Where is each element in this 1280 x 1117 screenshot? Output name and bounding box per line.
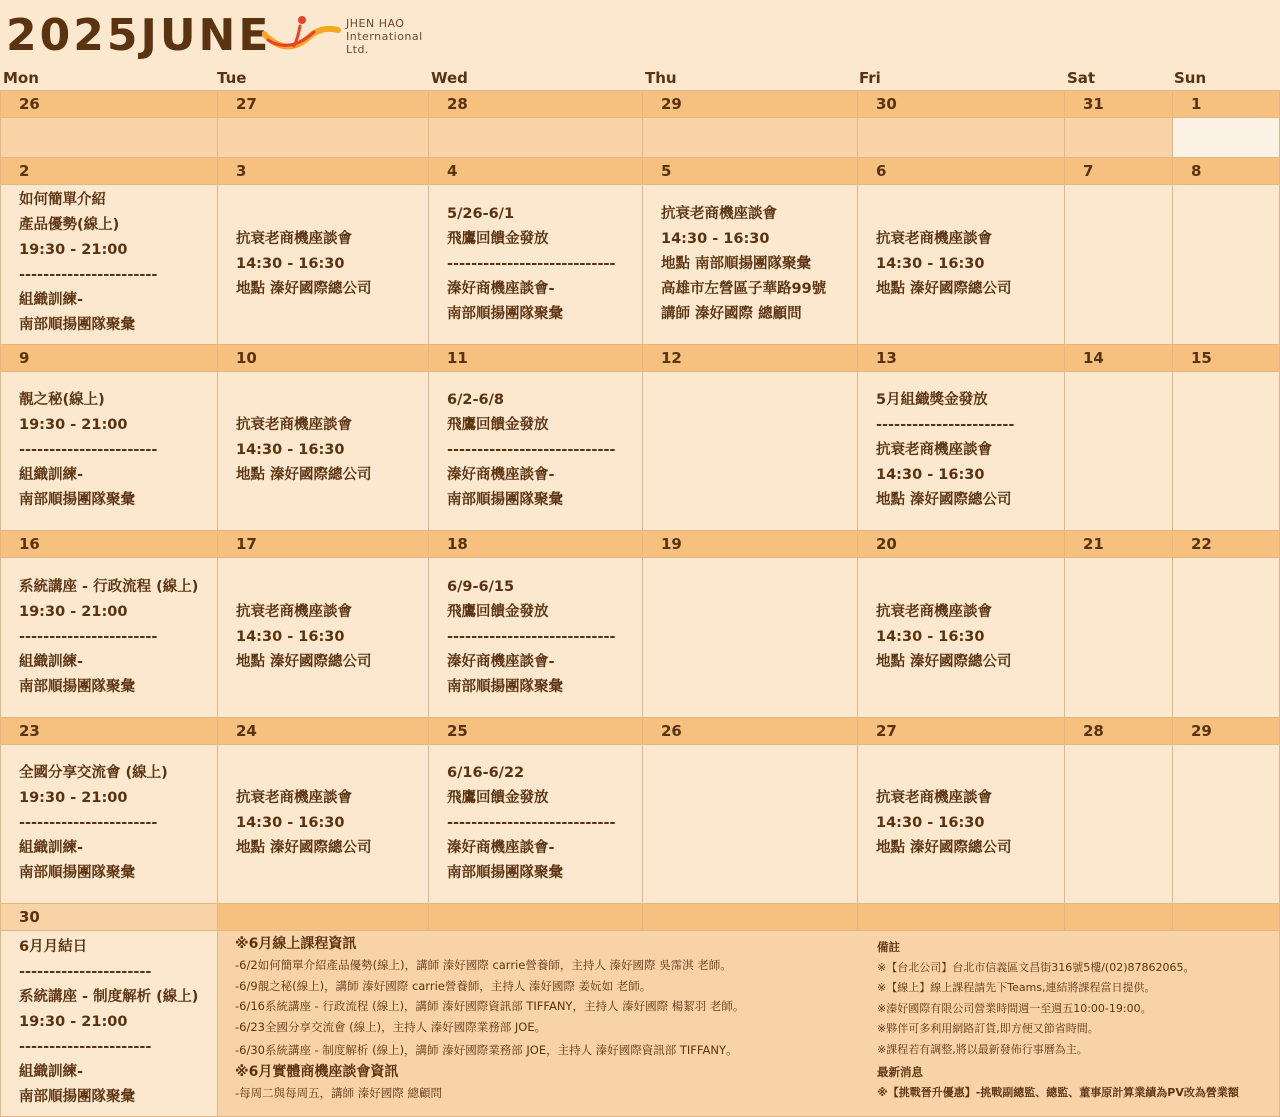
event-line: 抗衰老商機座談會 bbox=[661, 206, 777, 222]
date-number: 27 bbox=[236, 95, 257, 113]
calendar-header bbox=[0, 0, 1280, 68]
event-list bbox=[876, 227, 1060, 302]
note-line: ※溱好國際有限公司營業時間週一至週五10:00-19:00。 bbox=[877, 1001, 1152, 1015]
event-list bbox=[661, 202, 853, 327]
event-line: 5月組織獎金發放 bbox=[876, 392, 988, 408]
event-line: 地點 溱好國際總公司 bbox=[876, 492, 1012, 508]
calendar-grid bbox=[0, 90, 1280, 1117]
info-line: -6/2如何簡單介紹產品優勢(線上)，講師 溱好國際 carrie營養師，主持人 溱好國際 吳霈淇 老師。 bbox=[235, 958, 732, 972]
info-line: -6/23全國分享交流會 (線上)，主持人 溱好國際業務部 JOE。 bbox=[235, 1019, 547, 1034]
date-number: 3 bbox=[236, 162, 247, 180]
day-cell-jun-12 bbox=[642, 371, 858, 531]
date-cell bbox=[0, 157, 218, 185]
event-line: 抗衰老商機座談會 bbox=[876, 442, 992, 458]
date-cell bbox=[642, 157, 858, 185]
day-cell-jun-30 bbox=[0, 930, 218, 1117]
event-line: 溱好商機座談會- bbox=[447, 840, 555, 856]
date-number: 26 bbox=[661, 722, 682, 740]
day-cell-jun-26 bbox=[642, 744, 858, 904]
date-cell bbox=[857, 530, 1065, 558]
event-line: 5/26-6/1 bbox=[447, 206, 515, 222]
event-line: 溱好商機座談會- bbox=[447, 467, 555, 483]
event-line: ----------------------- bbox=[876, 417, 1015, 433]
weekday-mon: Mon bbox=[3, 69, 39, 87]
weekday-sat: Sat bbox=[1067, 69, 1096, 87]
day-cell-jun-22 bbox=[1172, 557, 1280, 718]
day-cell bbox=[428, 117, 643, 158]
event-line: 南部順揚團隊聚彙 bbox=[447, 492, 563, 508]
event-line: 產品優勢(線上) bbox=[19, 217, 120, 233]
day-cell-jun-8 bbox=[1172, 184, 1280, 345]
event-line: ---------------------------- bbox=[447, 442, 616, 458]
event-line: ---------------------------- bbox=[447, 629, 616, 645]
note-line: ※【台北公司】台北市信義區文昌街316號5樓/(02)87862065。 bbox=[877, 960, 1195, 974]
notes-heading: 備註 bbox=[877, 940, 900, 954]
event-line: 組織訓練- bbox=[19, 467, 84, 483]
date-cell bbox=[428, 903, 643, 931]
day-cell bbox=[0, 117, 218, 158]
event-line: ---------------------------- bbox=[447, 815, 616, 831]
date-cell bbox=[0, 903, 218, 931]
date-cell bbox=[642, 90, 858, 118]
info-line: -每周二與每周五，講師 溱好國際 總顧問 bbox=[235, 1085, 442, 1100]
date-number: 18 bbox=[447, 535, 468, 553]
in-person-heading: ※6月實體商機座談會資訊 bbox=[235, 1063, 399, 1080]
date-number: 6 bbox=[876, 162, 887, 180]
date-cell bbox=[857, 903, 1065, 931]
day-cell-jun-24 bbox=[217, 744, 429, 904]
day-cell-jun-13 bbox=[857, 371, 1065, 531]
date-number: 1 bbox=[1191, 95, 1202, 113]
event-line: 抗衰老商機座談會 bbox=[236, 417, 352, 433]
event-line: 地點 南部順揚團隊聚彙 bbox=[661, 256, 812, 272]
event-list bbox=[236, 413, 424, 488]
date-cell bbox=[1172, 530, 1280, 558]
event-line: 抗衰老商機座談會 bbox=[236, 790, 352, 806]
event-list bbox=[19, 575, 213, 700]
date-cell bbox=[642, 903, 858, 931]
date-cell bbox=[217, 903, 429, 931]
event-line: 6/2-6/8 bbox=[447, 392, 504, 408]
event-line: 抗衰老商機座談會 bbox=[236, 604, 352, 620]
event-list bbox=[447, 575, 638, 700]
date-number: 27 bbox=[876, 722, 897, 740]
date-cell bbox=[1064, 344, 1173, 372]
date-cell bbox=[1172, 344, 1280, 372]
event-list bbox=[236, 786, 424, 861]
date-cell bbox=[217, 90, 429, 118]
event-line: 南部順揚團隊聚彙 bbox=[19, 492, 135, 508]
note-line: ※【線上】線上課程請先下Teams,連結將課程當日提供。 bbox=[877, 981, 1156, 994]
event-line: 南部順揚團隊聚彙 bbox=[447, 306, 563, 322]
date-number: 11 bbox=[447, 349, 468, 367]
date-cell bbox=[217, 157, 429, 185]
date-number: 10 bbox=[236, 349, 257, 367]
company-name bbox=[346, 17, 423, 56]
info-line: -6/9靚之秘(線上)，講師 溱好國際 carrie營養師，主持人 溱好國際 姜妧如 老師。 bbox=[235, 978, 652, 993]
logo-line-3: Ltd. bbox=[346, 43, 369, 56]
date-cell bbox=[1172, 90, 1280, 118]
event-line: 南部順揚團隊聚彙 bbox=[19, 679, 135, 695]
date-number: 28 bbox=[447, 95, 468, 113]
weekday-thu: Thu bbox=[645, 69, 677, 87]
date-number: 9 bbox=[19, 349, 30, 367]
date-cell bbox=[217, 717, 429, 745]
day-cell-jun-20 bbox=[857, 557, 1065, 718]
logo-line-2: International bbox=[346, 30, 423, 43]
date-number: 5 bbox=[661, 162, 672, 180]
event-line: ---------------------------- bbox=[447, 256, 616, 272]
day-cell bbox=[1064, 117, 1173, 158]
date-cell bbox=[642, 344, 858, 372]
date-cell bbox=[0, 717, 218, 745]
date-number: 30 bbox=[19, 908, 40, 926]
event-line: 抗衰老商機座談會 bbox=[236, 231, 352, 247]
event-line: 南部順揚團隊聚彙 bbox=[447, 679, 563, 695]
event-line: 地點 溱好國際總公司 bbox=[876, 840, 1012, 856]
event-line: 組織訓練- bbox=[19, 292, 84, 308]
news-heading: 最新消息 bbox=[877, 1065, 923, 1079]
event-line: 14:30 - 16:30 bbox=[236, 815, 345, 831]
date-cell bbox=[428, 717, 643, 745]
day-cell-jun-11 bbox=[428, 371, 643, 531]
info-line: -6/16系統講座 - 行政流程 (線上)，講師 溱好國際資訊部 TIFFANY，主持人 溱好國際 楊絜羽 老師。 bbox=[235, 999, 745, 1013]
date-cell bbox=[1064, 530, 1173, 558]
event-line: 14:30 - 16:30 bbox=[876, 815, 985, 831]
day-cell-jun-25 bbox=[428, 744, 643, 904]
event-line: 地點 溱好國際總公司 bbox=[236, 654, 372, 670]
date-cell bbox=[857, 344, 1065, 372]
event-line: 南部順揚團隊聚彙 bbox=[19, 1089, 135, 1105]
online-course-heading: ※6月線上課程資訊 bbox=[235, 936, 357, 952]
weekday-header bbox=[0, 68, 1280, 90]
event-line: 靚之秘(線上) bbox=[19, 392, 105, 408]
date-number: 7 bbox=[1083, 162, 1094, 180]
event-line: 系統講座 - 制度解析 (線上) bbox=[19, 989, 199, 1005]
event-list bbox=[876, 388, 1060, 513]
date-cell bbox=[217, 344, 429, 372]
event-line: 14:30 - 16:30 bbox=[661, 231, 770, 247]
date-number: 15 bbox=[1191, 349, 1212, 367]
notes-section bbox=[877, 937, 1239, 1103]
event-line: 地點 溱好國際總公司 bbox=[876, 281, 1012, 297]
date-number: 13 bbox=[876, 349, 897, 367]
date-cell bbox=[428, 157, 643, 185]
event-line: 如何簡單介紹 bbox=[19, 192, 106, 208]
date-cell bbox=[1064, 903, 1173, 931]
event-line: ----------------------- bbox=[19, 267, 158, 283]
date-number: 2 bbox=[19, 162, 30, 180]
day-cell-jun-5 bbox=[642, 184, 858, 345]
day-cell-jun-19 bbox=[642, 557, 858, 718]
day-cell-jun-29 bbox=[1172, 744, 1280, 904]
event-line: ---------------------- bbox=[19, 1039, 152, 1055]
date-number: 23 bbox=[19, 722, 40, 740]
day-cell-jun-23 bbox=[0, 744, 218, 904]
day-cell-jun-21 bbox=[1064, 557, 1173, 718]
date-cell bbox=[857, 157, 1065, 185]
event-line: 抗衰老商機座談會 bbox=[876, 604, 992, 620]
event-line: 溱好商機座談會- bbox=[447, 281, 555, 297]
date-number: 29 bbox=[1191, 722, 1212, 740]
event-line: 飛鷹回饋金發放 bbox=[447, 790, 549, 806]
day-cell-jun-6 bbox=[857, 184, 1065, 345]
date-cell bbox=[428, 344, 643, 372]
event-list bbox=[19, 761, 213, 886]
online-course-info bbox=[235, 933, 744, 1103]
event-line: ----------------------- bbox=[19, 815, 158, 831]
event-line: 講師 溱好國際 總顧問 bbox=[661, 306, 802, 322]
event-line: 抗衰老商機座談會 bbox=[876, 790, 992, 806]
day-cell-jun-9 bbox=[0, 371, 218, 531]
page-title: 2025JUNE bbox=[6, 10, 272, 61]
news-line: ※【挑戰晉升優惠】-挑戰副總監、總監、董事原計算業績為PV改為營業額 bbox=[877, 1085, 1239, 1099]
event-line: 高雄市左營區子華路99號 bbox=[661, 281, 827, 297]
event-line: 南部順揚團隊聚彙 bbox=[19, 317, 135, 333]
date-number: 8 bbox=[1191, 162, 1202, 180]
date-cell bbox=[1064, 157, 1173, 185]
day-cell-jun-16 bbox=[0, 557, 218, 718]
day-cell-jun-7 bbox=[1064, 184, 1173, 345]
date-cell bbox=[428, 90, 643, 118]
event-line: 組織訓練- bbox=[19, 1064, 84, 1080]
day-cell-jun-3 bbox=[217, 184, 429, 345]
event-line: 全國分享交流會 (線上) bbox=[19, 765, 168, 781]
date-cell bbox=[0, 344, 218, 372]
event-list bbox=[447, 388, 638, 513]
event-list bbox=[19, 388, 213, 513]
date-number: 24 bbox=[236, 722, 257, 740]
event-list bbox=[236, 227, 424, 302]
event-list bbox=[236, 600, 424, 675]
event-line: 6/16-6/22 bbox=[447, 765, 525, 781]
date-number: 22 bbox=[1191, 535, 1212, 553]
date-number: 31 bbox=[1083, 95, 1104, 113]
event-line: ----------------------- bbox=[19, 629, 158, 645]
note-line: ※課程若有調整,將以最新發佈行事曆為主。 bbox=[877, 1042, 1088, 1056]
event-line: 14:30 - 16:30 bbox=[236, 442, 345, 458]
day-cell-jun-18 bbox=[428, 557, 643, 718]
day-cell-jun-15 bbox=[1172, 371, 1280, 531]
event-line: 飛鷹回饋金發放 bbox=[447, 231, 549, 247]
event-line: 6月月結日 bbox=[19, 939, 88, 955]
event-line: 19:30 - 21:00 bbox=[19, 1014, 128, 1030]
event-list bbox=[876, 786, 1060, 861]
event-list bbox=[447, 202, 638, 327]
date-number: 4 bbox=[447, 162, 458, 180]
weekday-fri: Fri bbox=[859, 69, 881, 87]
date-cell bbox=[428, 530, 643, 558]
event-line: 地點 溱好國際總公司 bbox=[876, 654, 1012, 670]
event-line: 南部順揚團隊聚彙 bbox=[447, 865, 563, 881]
date-cell bbox=[857, 717, 1065, 745]
event-line: 溱好商機座談會- bbox=[447, 654, 555, 670]
event-line: 14:30 - 16:30 bbox=[876, 256, 985, 272]
date-cell bbox=[642, 717, 858, 745]
event-line: 南部順揚團隊聚彙 bbox=[19, 865, 135, 881]
event-line: 14:30 - 16:30 bbox=[236, 256, 345, 272]
event-line: 地點 溱好國際總公司 bbox=[236, 281, 372, 297]
info-panel bbox=[217, 930, 1280, 1117]
day-cell bbox=[642, 117, 858, 158]
date-number: 14 bbox=[1083, 349, 1104, 367]
day-cell-jun-14 bbox=[1064, 371, 1173, 531]
event-line: 6/9-6/15 bbox=[447, 579, 515, 595]
day-cell bbox=[857, 117, 1065, 158]
note-line: ※夥伴可多利用網路訂貨,即方便又節省時間。 bbox=[877, 1022, 1099, 1035]
event-line: 14:30 - 16:30 bbox=[876, 629, 985, 645]
date-cell bbox=[857, 90, 1065, 118]
day-cell-jun-28 bbox=[1064, 744, 1173, 904]
event-line: 飛鷹回饋金發放 bbox=[447, 417, 549, 433]
date-cell bbox=[1064, 717, 1173, 745]
event-line: ---------------------- bbox=[19, 964, 152, 980]
day-cell-jun-2 bbox=[0, 184, 218, 345]
date-number: 19 bbox=[661, 535, 682, 553]
day-cell bbox=[1172, 117, 1280, 158]
date-number: 20 bbox=[876, 535, 897, 553]
weekday-tue: Tue bbox=[217, 69, 247, 87]
date-number: 30 bbox=[876, 95, 897, 113]
day-cell-jun-10 bbox=[217, 371, 429, 531]
date-cell bbox=[0, 90, 218, 118]
logo-line-1: JHEN HAO bbox=[346, 17, 405, 30]
date-cell bbox=[1172, 903, 1280, 931]
date-number: 16 bbox=[19, 535, 40, 553]
date-cell bbox=[1172, 717, 1280, 745]
date-number: 29 bbox=[661, 95, 682, 113]
event-line: 19:30 - 21:00 bbox=[19, 417, 128, 433]
date-cell bbox=[1064, 90, 1173, 118]
weekday-sun: Sun bbox=[1174, 69, 1207, 87]
event-line: 19:30 - 21:00 bbox=[19, 790, 128, 806]
info-line: -6/30系統講座 - 制度解析 (線上)，講師 溱好國際業務部 JOE，主持人 溱好國際資訊部 TIFFANY。 bbox=[235, 1043, 738, 1057]
event-line: 地點 溱好國際總公司 bbox=[236, 840, 372, 856]
event-line: 19:30 - 21:00 bbox=[19, 604, 128, 620]
weekday-wed: Wed bbox=[431, 69, 468, 87]
date-cell bbox=[0, 530, 218, 558]
day-cell-jun-4 bbox=[428, 184, 643, 345]
event-list bbox=[876, 600, 1060, 675]
event-list bbox=[447, 761, 638, 886]
event-line: 飛鷹回饋金發放 bbox=[447, 604, 549, 620]
date-number: 12 bbox=[661, 349, 682, 367]
date-number: 25 bbox=[447, 722, 468, 740]
date-number: 21 bbox=[1083, 535, 1104, 553]
company-logo bbox=[262, 14, 342, 60]
day-cell-jun-27 bbox=[857, 744, 1065, 904]
event-line: 14:30 - 16:30 bbox=[876, 467, 985, 483]
day-cell bbox=[217, 117, 429, 158]
event-line: 組織訓練- bbox=[19, 840, 84, 856]
date-number: 28 bbox=[1083, 722, 1104, 740]
event-line: 19:30 - 21:00 bbox=[19, 242, 128, 258]
event-line: 抗衰老商機座談會 bbox=[876, 231, 992, 247]
event-line: 系統講座 - 行政流程 (線上) bbox=[19, 579, 199, 595]
event-line: 地點 溱好國際總公司 bbox=[236, 467, 372, 483]
date-number: 17 bbox=[236, 535, 257, 553]
event-line: 組織訓練- bbox=[19, 654, 84, 670]
date-cell bbox=[1172, 157, 1280, 185]
event-list bbox=[19, 935, 213, 1110]
event-list bbox=[19, 188, 213, 338]
day-cell-jun-17 bbox=[217, 557, 429, 718]
event-line: 14:30 - 16:30 bbox=[236, 629, 345, 645]
date-cell bbox=[642, 530, 858, 558]
date-number: 26 bbox=[19, 95, 40, 113]
event-line: ----------------------- bbox=[19, 442, 158, 458]
date-cell bbox=[217, 530, 429, 558]
